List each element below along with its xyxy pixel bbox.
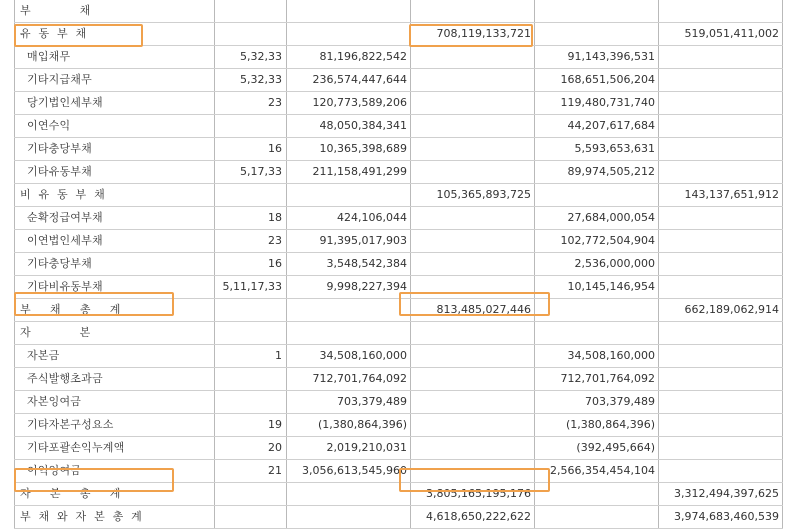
current-total-amount: [411, 506, 535, 529]
prior-detail-amount: [535, 46, 659, 69]
current-detail-amount: [287, 483, 411, 506]
balance-sheet-table: [14, 0, 783, 529]
account-name-text: 주식발행초과금: [27, 372, 103, 385]
prior-total-amount: [659, 230, 783, 253]
prior-detail-amount-text: 44,207,617,684: [567, 119, 655, 132]
account-name-text: 당기법인세부채: [27, 96, 103, 109]
account-name-text: 순확정급여부채: [27, 211, 103, 224]
table-row: [15, 184, 783, 207]
prior-detail-amount: [535, 483, 659, 506]
current-total-amount: [411, 92, 535, 115]
prior-detail-amount: [535, 184, 659, 207]
current-total-amount: [411, 368, 535, 391]
account-name: [15, 299, 215, 322]
account-name-text: 부 채: [20, 4, 91, 17]
prior-total-amount-text: 519,051,411,002: [684, 27, 779, 40]
note-number: [215, 138, 287, 161]
prior-detail-amount: [535, 368, 659, 391]
prior-detail-amount: [535, 69, 659, 92]
current-total-amount-text: 3,805,165,195,176: [426, 487, 531, 500]
note-number: [215, 391, 287, 414]
prior-total-amount: [659, 437, 783, 460]
current-detail-amount: [287, 345, 411, 368]
current-detail-amount-text: 211,158,491,299: [312, 165, 407, 178]
account-name: [15, 46, 215, 69]
account-name: [15, 115, 215, 138]
prior-total-amount: [659, 115, 783, 138]
table-row: [15, 115, 783, 138]
prior-total-amount: [659, 276, 783, 299]
note-number: [215, 506, 287, 529]
prior-detail-amount: [535, 207, 659, 230]
prior-detail-amount: [535, 115, 659, 138]
note-number-text: 18: [268, 211, 282, 224]
prior-detail-amount-text: 2,536,000,000: [574, 257, 655, 270]
current-total-amount: [411, 460, 535, 483]
account-name-text: 기타충당부채: [27, 257, 92, 270]
prior-detail-amount: [535, 23, 659, 46]
note-number-text: 16: [268, 142, 282, 155]
table-row: [15, 230, 783, 253]
current-detail-amount: [287, 69, 411, 92]
note-number-text: 23: [268, 234, 282, 247]
prior-total-amount: [659, 299, 783, 322]
account-name: [15, 92, 215, 115]
account-name-text: 자 본 총 계: [20, 487, 121, 500]
account-name-text: 자본잉여금: [27, 395, 82, 408]
current-total-amount: [411, 322, 535, 345]
prior-detail-amount: [535, 230, 659, 253]
current-total-amount: [411, 115, 535, 138]
current-detail-amount: [287, 437, 411, 460]
prior-detail-amount-text: 34,508,160,000: [567, 349, 655, 362]
prior-total-amount: [659, 138, 783, 161]
note-number: [215, 368, 287, 391]
prior-total-amount: [659, 322, 783, 345]
prior-detail-amount-text: 712,701,764,092: [560, 372, 655, 385]
current-detail-amount-text: 3,548,542,384: [326, 257, 407, 270]
account-name: [15, 322, 215, 345]
current-total-amount: [411, 138, 535, 161]
current-detail-amount: [287, 299, 411, 322]
prior-detail-amount: [535, 138, 659, 161]
table-row: [15, 23, 783, 46]
prior-total-amount: [659, 253, 783, 276]
note-number-text: 19: [268, 418, 282, 431]
account-name-text: 기타지급채무: [27, 73, 92, 86]
account-name-text: 기타충당부채: [27, 142, 92, 155]
note-number-text: 21: [268, 464, 282, 477]
account-name-text: 부 채 와 자 본 총 계: [20, 510, 143, 523]
current-detail-amount-text: 424,106,044: [337, 211, 407, 224]
current-detail-amount-text: 91,395,017,903: [319, 234, 407, 247]
table-row: [15, 276, 783, 299]
current-detail-amount-text: 2,019,210,031: [326, 441, 407, 454]
note-number: [215, 276, 287, 299]
prior-total-amount: [659, 460, 783, 483]
current-detail-amount-text: 236,574,447,644: [312, 73, 407, 86]
prior-detail-amount-text: 27,684,000,054: [567, 211, 655, 224]
current-total-amount: [411, 391, 535, 414]
current-detail-amount: [287, 414, 411, 437]
note-number: [215, 460, 287, 483]
current-total-amount: [411, 483, 535, 506]
current-detail-amount: [287, 138, 411, 161]
current-detail-amount: [287, 368, 411, 391]
prior-total-amount-text: 143,137,651,912: [684, 188, 779, 201]
account-name: [15, 230, 215, 253]
current-detail-amount: [287, 46, 411, 69]
account-name: [15, 69, 215, 92]
note-number: [215, 437, 287, 460]
current-detail-amount: [287, 0, 411, 23]
current-total-amount: [411, 161, 535, 184]
prior-detail-amount-text: 2,566,354,454,104: [550, 464, 655, 477]
account-name-text: 기타비유동부채: [27, 280, 103, 293]
account-name: [15, 483, 215, 506]
current-detail-amount-text: 10,365,398,689: [319, 142, 407, 155]
current-detail-amount: [287, 506, 411, 529]
current-detail-amount: [287, 276, 411, 299]
table-row: [15, 506, 783, 529]
prior-detail-amount: [535, 253, 659, 276]
account-name: [15, 506, 215, 529]
current-total-amount: [411, 230, 535, 253]
account-name: [15, 207, 215, 230]
account-name: [15, 391, 215, 414]
current-detail-amount: [287, 253, 411, 276]
table-row: [15, 253, 783, 276]
prior-total-amount: [659, 483, 783, 506]
note-number-text: 1: [275, 349, 282, 362]
current-total-amount-text: 708,119,133,721: [436, 27, 531, 40]
current-total-amount: [411, 0, 535, 23]
prior-detail-amount: [535, 299, 659, 322]
current-detail-amount-text: 34,508,160,000: [319, 349, 407, 362]
note-number: [215, 0, 287, 23]
prior-total-amount: [659, 0, 783, 23]
prior-detail-amount: [535, 345, 659, 368]
current-total-amount-text: 105,365,893,725: [436, 188, 531, 201]
account-name-text: 기타자본구성요소: [27, 418, 114, 431]
account-name: [15, 253, 215, 276]
current-detail-amount-text: 9,998,227,394: [326, 280, 407, 293]
note-number-text: 23: [268, 96, 282, 109]
table-row: [15, 207, 783, 230]
prior-total-amount: [659, 184, 783, 207]
note-number-text: 5,17,33: [240, 165, 282, 178]
note-number: [215, 414, 287, 437]
current-detail-amount: [287, 391, 411, 414]
current-total-amount-text: 813,485,027,446: [436, 303, 531, 316]
current-detail-amount: [287, 161, 411, 184]
current-detail-amount-text: 48,050,384,341: [319, 119, 407, 132]
note-number-text: 5,11,17,33: [222, 280, 282, 293]
current-total-amount: [411, 414, 535, 437]
prior-total-amount-text: 3,974,683,460,539: [674, 510, 779, 523]
current-detail-amount: [287, 322, 411, 345]
note-number: [215, 299, 287, 322]
note-number: [215, 207, 287, 230]
current-detail-amount: [287, 230, 411, 253]
account-name: [15, 460, 215, 483]
note-number: [215, 184, 287, 207]
table-row: [15, 368, 783, 391]
account-name: [15, 184, 215, 207]
account-name: [15, 23, 215, 46]
table-row: [15, 161, 783, 184]
table-row: [15, 0, 783, 23]
current-detail-amount-text: 712,701,764,092: [312, 372, 407, 385]
note-number-text: 5,32,33: [240, 73, 282, 86]
account-name-text: 비 유 동 부 채: [20, 188, 106, 201]
prior-detail-amount: [535, 0, 659, 23]
current-total-amount: [411, 46, 535, 69]
note-number: [215, 483, 287, 506]
current-total-amount: [411, 23, 535, 46]
account-name: [15, 161, 215, 184]
current-detail-amount-text: 120,773,589,206: [312, 96, 407, 109]
prior-detail-amount-text: 168,651,506,204: [560, 73, 655, 86]
prior-total-amount: [659, 345, 783, 368]
table-row: [15, 437, 783, 460]
account-name: [15, 437, 215, 460]
prior-detail-amount: [535, 322, 659, 345]
note-number: [215, 23, 287, 46]
account-name: [15, 138, 215, 161]
prior-detail-amount-text: (392,495,664): [576, 441, 655, 454]
prior-detail-amount-text: 89,974,505,212: [567, 165, 655, 178]
prior-total-amount: [659, 391, 783, 414]
current-detail-amount: [287, 207, 411, 230]
note-number-text: 20: [268, 441, 282, 454]
balance-sheet-body: [15, 0, 783, 529]
prior-detail-amount-text: 703,379,489: [585, 395, 655, 408]
table-row: [15, 483, 783, 506]
prior-total-amount-text: 3,312,494,397,625: [674, 487, 779, 500]
current-total-amount-text: 4,618,650,222,622: [426, 510, 531, 523]
prior-total-amount: [659, 414, 783, 437]
table-row: [15, 69, 783, 92]
prior-detail-amount: [535, 414, 659, 437]
account-name-text: 기타유동부채: [27, 165, 92, 178]
current-total-amount: [411, 276, 535, 299]
prior-total-amount: [659, 92, 783, 115]
account-name-text: 매입채무: [27, 50, 71, 63]
account-name: [15, 368, 215, 391]
note-number: [215, 345, 287, 368]
prior-total-amount-text: 662,189,062,914: [684, 303, 779, 316]
note-number: [215, 253, 287, 276]
prior-detail-amount: [535, 92, 659, 115]
current-detail-amount-text: 3,056,613,545,960: [302, 464, 407, 477]
prior-detail-amount: [535, 161, 659, 184]
prior-detail-amount-text: 119,480,731,740: [560, 96, 655, 109]
current-total-amount: [411, 345, 535, 368]
prior-detail-amount: [535, 437, 659, 460]
account-name: [15, 345, 215, 368]
prior-total-amount: [659, 23, 783, 46]
note-number: [215, 322, 287, 345]
account-name: [15, 414, 215, 437]
current-detail-amount: [287, 460, 411, 483]
prior-total-amount: [659, 46, 783, 69]
account-name-text: 이익잉여금: [27, 464, 82, 477]
prior-detail-amount-text: 91,143,396,531: [567, 50, 655, 63]
current-detail-amount-text: 703,379,489: [337, 395, 407, 408]
account-name: [15, 0, 215, 23]
prior-total-amount: [659, 368, 783, 391]
prior-detail-amount-text: 5,593,653,631: [574, 142, 655, 155]
current-total-amount: [411, 299, 535, 322]
note-number: [215, 230, 287, 253]
table-row: [15, 391, 783, 414]
note-number-text: 16: [268, 257, 282, 270]
table-row: [15, 414, 783, 437]
account-name-text: 이연수익: [27, 119, 71, 132]
table-row: [15, 46, 783, 69]
account-name-text: 기타포괄손익누계액: [27, 441, 125, 454]
prior-total-amount: [659, 207, 783, 230]
table-row: [15, 299, 783, 322]
current-detail-amount: [287, 184, 411, 207]
note-number: [215, 69, 287, 92]
note-number: [215, 115, 287, 138]
current-total-amount: [411, 253, 535, 276]
current-total-amount: [411, 184, 535, 207]
prior-detail-amount-text: 10,145,146,954: [567, 280, 655, 293]
prior-detail-amount: [535, 276, 659, 299]
table-row: [15, 138, 783, 161]
prior-detail-amount: [535, 391, 659, 414]
current-detail-amount: [287, 92, 411, 115]
current-detail-amount: [287, 23, 411, 46]
account-name-text: 자본금: [27, 349, 60, 362]
table-row: [15, 460, 783, 483]
note-number: [215, 161, 287, 184]
prior-detail-amount-text: (1,380,864,396): [565, 418, 655, 431]
note-number: [215, 92, 287, 115]
current-detail-amount-text: 81,196,822,542: [319, 50, 407, 63]
note-number-text: 5,32,33: [240, 50, 282, 63]
current-total-amount: [411, 207, 535, 230]
account-name-text: 부 채 총 계: [20, 303, 121, 316]
current-total-amount: [411, 437, 535, 460]
current-detail-amount-text: (1,380,864,396): [317, 418, 407, 431]
prior-total-amount: [659, 506, 783, 529]
account-name-text: 자 본: [20, 326, 91, 339]
table-row: [15, 322, 783, 345]
prior-detail-amount: [535, 506, 659, 529]
prior-detail-amount-text: 102,772,504,904: [560, 234, 655, 247]
account-name: [15, 276, 215, 299]
prior-total-amount: [659, 69, 783, 92]
account-name-text: 유 동 부 채: [20, 27, 87, 40]
current-detail-amount: [287, 115, 411, 138]
table-row: [15, 345, 783, 368]
prior-total-amount: [659, 161, 783, 184]
prior-detail-amount: [535, 460, 659, 483]
table-row: [15, 92, 783, 115]
account-name-text: 이연법인세부채: [27, 234, 103, 247]
note-number: [215, 46, 287, 69]
current-total-amount: [411, 69, 535, 92]
